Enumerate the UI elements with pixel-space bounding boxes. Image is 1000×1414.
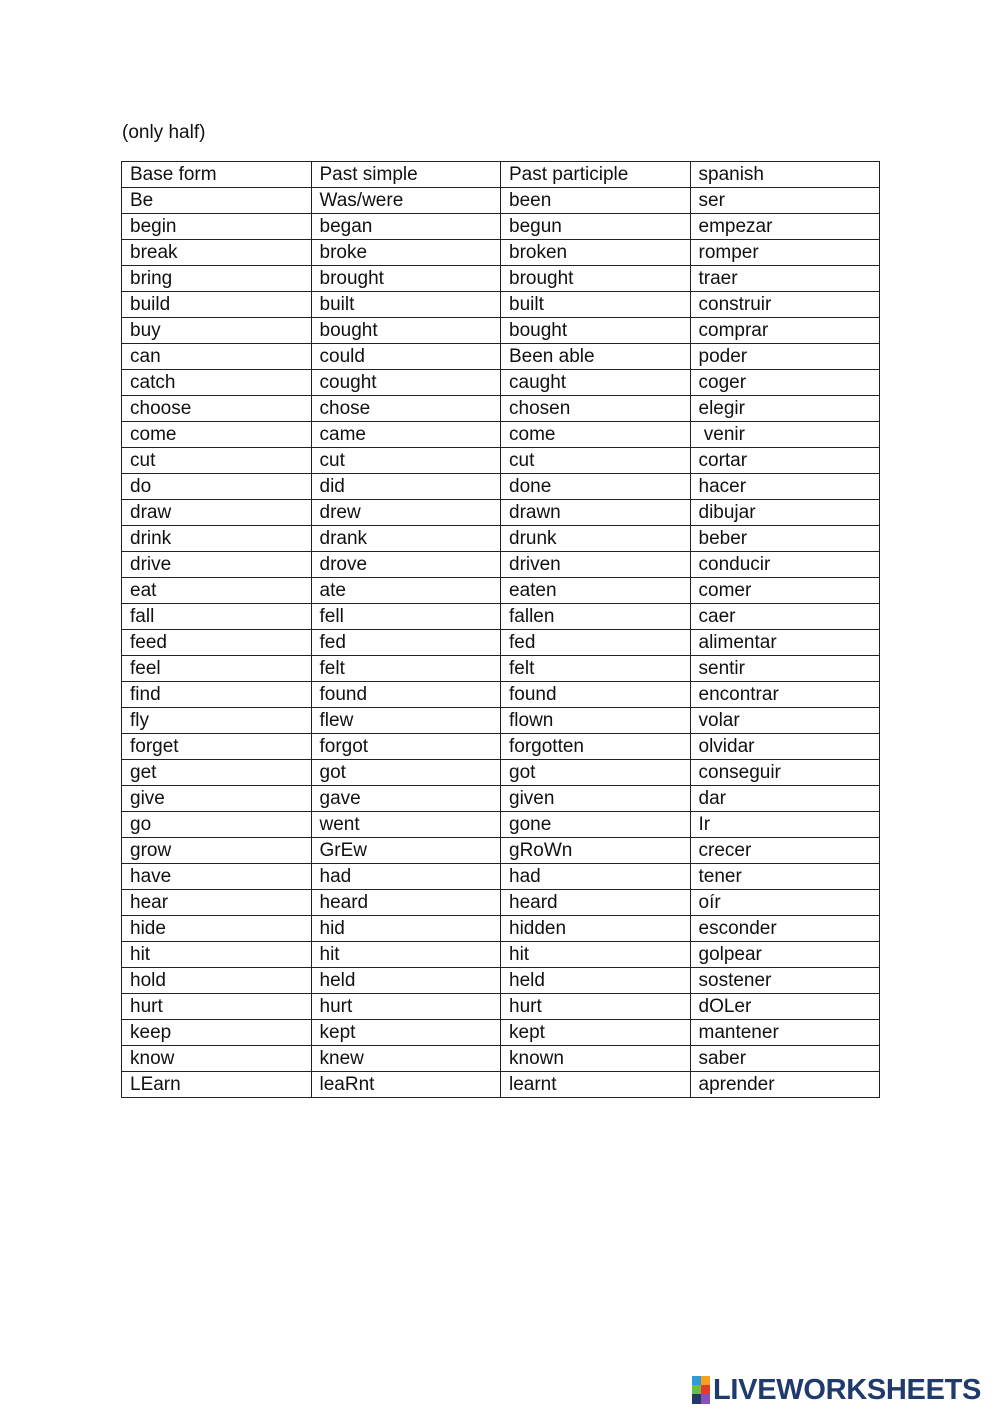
cell-spanish: comprar bbox=[690, 318, 880, 344]
cell-base-form: break bbox=[122, 240, 312, 266]
cell-past-participle: hurt bbox=[501, 994, 691, 1020]
cell-past-simple: drank bbox=[311, 526, 501, 552]
table-row bbox=[122, 266, 880, 292]
cell-past-participle: given bbox=[501, 786, 691, 812]
table-row bbox=[122, 864, 880, 890]
logo-mark-block bbox=[701, 1385, 710, 1394]
table-row bbox=[122, 318, 880, 344]
cell-base-form: get bbox=[122, 760, 312, 786]
logo-mark-block bbox=[692, 1376, 701, 1385]
table-row bbox=[122, 708, 880, 734]
table-row bbox=[122, 1020, 880, 1046]
cell-past-participle: been bbox=[501, 188, 691, 214]
table-row bbox=[122, 994, 880, 1020]
cell-past-simple: held bbox=[311, 968, 501, 994]
cell-base-form: begin bbox=[122, 214, 312, 240]
cell-past-participle: done bbox=[501, 474, 691, 500]
cell-past-simple: came bbox=[311, 422, 501, 448]
header-cell-past-simple: Past simple bbox=[311, 162, 501, 188]
table-row bbox=[122, 812, 880, 838]
cell-spanish: traer bbox=[690, 266, 880, 292]
cell-past-participle: kept bbox=[501, 1020, 691, 1046]
cell-past-simple: gave bbox=[311, 786, 501, 812]
table-row bbox=[122, 552, 880, 578]
cell-past-participle: drunk bbox=[501, 526, 691, 552]
cell-base-form: drive bbox=[122, 552, 312, 578]
cell-past-simple: hit bbox=[311, 942, 501, 968]
cell-base-form: come bbox=[122, 422, 312, 448]
cell-past-simple: kept bbox=[311, 1020, 501, 1046]
table-row bbox=[122, 188, 880, 214]
cell-spanish: tener bbox=[690, 864, 880, 890]
cell-base-form: bring bbox=[122, 266, 312, 292]
cell-spanish: poder bbox=[690, 344, 880, 370]
cell-spanish: coger bbox=[690, 370, 880, 396]
table-row bbox=[122, 942, 880, 968]
cell-base-form: cut bbox=[122, 448, 312, 474]
cell-past-participle: fed bbox=[501, 630, 691, 656]
table-row bbox=[122, 240, 880, 266]
cell-past-participle: chosen bbox=[501, 396, 691, 422]
cell-past-participle: flown bbox=[501, 708, 691, 734]
cell-past-participle: hidden bbox=[501, 916, 691, 942]
cell-past-participle: gone bbox=[501, 812, 691, 838]
cell-past-participle: felt bbox=[501, 656, 691, 682]
cell-past-participle: held bbox=[501, 968, 691, 994]
cell-base-form: choose bbox=[122, 396, 312, 422]
table-row bbox=[122, 370, 880, 396]
cell-past-simple: could bbox=[311, 344, 501, 370]
cell-spanish: hacer bbox=[690, 474, 880, 500]
cell-base-form: draw bbox=[122, 500, 312, 526]
cell-base-form: LEarn bbox=[122, 1072, 312, 1098]
table-header-row bbox=[122, 162, 880, 188]
cell-past-participle: had bbox=[501, 864, 691, 890]
cell-past-participle: gRoWn bbox=[501, 838, 691, 864]
table-row bbox=[122, 448, 880, 474]
cell-base-form: find bbox=[122, 682, 312, 708]
table-row bbox=[122, 630, 880, 656]
cell-base-form: give bbox=[122, 786, 312, 812]
cell-spanish: volar bbox=[690, 708, 880, 734]
cell-spanish: dOLer bbox=[690, 994, 880, 1020]
cell-past-simple: leaRnt bbox=[311, 1072, 501, 1098]
table-row bbox=[122, 656, 880, 682]
cell-past-participle: eaten bbox=[501, 578, 691, 604]
table-row bbox=[122, 578, 880, 604]
cell-past-simple: ate bbox=[311, 578, 501, 604]
cell-spanish: comer bbox=[690, 578, 880, 604]
cell-base-form: hold bbox=[122, 968, 312, 994]
header-cell-base-form: Base form bbox=[122, 162, 312, 188]
table-row bbox=[122, 500, 880, 526]
liveworksheets-logo-icon bbox=[692, 1376, 710, 1404]
table-row bbox=[122, 422, 880, 448]
cell-base-form: forget bbox=[122, 734, 312, 760]
cell-base-form: buy bbox=[122, 318, 312, 344]
cell-spanish: crecer bbox=[690, 838, 880, 864]
cell-spanish: construir bbox=[690, 292, 880, 318]
cell-past-simple: fed bbox=[311, 630, 501, 656]
table-row bbox=[122, 786, 880, 812]
table-row bbox=[122, 396, 880, 422]
cell-past-simple: cought bbox=[311, 370, 501, 396]
cell-past-simple: flew bbox=[311, 708, 501, 734]
cell-past-simple: went bbox=[311, 812, 501, 838]
cell-spanish: caer bbox=[690, 604, 880, 630]
cell-base-form: have bbox=[122, 864, 312, 890]
cell-base-form: build bbox=[122, 292, 312, 318]
cell-past-participle: learnt bbox=[501, 1072, 691, 1098]
cell-spanish: Ir bbox=[690, 812, 880, 838]
cell-base-form: do bbox=[122, 474, 312, 500]
cell-base-form: hurt bbox=[122, 994, 312, 1020]
cell-past-participle: cut bbox=[501, 448, 691, 474]
header-cell-past-participle: Past participle bbox=[501, 162, 691, 188]
cell-past-simple: found bbox=[311, 682, 501, 708]
irregular-verbs-table bbox=[121, 161, 880, 1098]
cell-past-simple: fell bbox=[311, 604, 501, 630]
cell-past-simple: hurt bbox=[311, 994, 501, 1020]
cell-spanish: dar bbox=[690, 786, 880, 812]
cell-base-form: Be bbox=[122, 188, 312, 214]
cell-spanish: golpear bbox=[690, 942, 880, 968]
cell-spanish: empezar bbox=[690, 214, 880, 240]
cell-past-simple: brought bbox=[311, 266, 501, 292]
cell-base-form: eat bbox=[122, 578, 312, 604]
table-row bbox=[122, 214, 880, 240]
cell-past-participle: built bbox=[501, 292, 691, 318]
cell-spanish: dibujar bbox=[690, 500, 880, 526]
cell-spanish: conseguir bbox=[690, 760, 880, 786]
cell-past-simple: hid bbox=[311, 916, 501, 942]
table-row bbox=[122, 474, 880, 500]
table-row bbox=[122, 682, 880, 708]
cell-spanish: mantener bbox=[690, 1020, 880, 1046]
cell-past-participle: begun bbox=[501, 214, 691, 240]
cell-spanish: conducir bbox=[690, 552, 880, 578]
cell-base-form: can bbox=[122, 344, 312, 370]
cell-past-participle: got bbox=[501, 760, 691, 786]
cell-past-simple: cut bbox=[311, 448, 501, 474]
cell-past-simple: did bbox=[311, 474, 501, 500]
cell-base-form: fly bbox=[122, 708, 312, 734]
cell-base-form: drink bbox=[122, 526, 312, 552]
cell-past-simple: bought bbox=[311, 318, 501, 344]
cell-base-form: know bbox=[122, 1046, 312, 1072]
page-note: (only half) bbox=[122, 122, 206, 143]
cell-spanish: elegir bbox=[690, 396, 880, 422]
cell-past-simple: GrEw bbox=[311, 838, 501, 864]
cell-base-form: fall bbox=[122, 604, 312, 630]
cell-past-simple: heard bbox=[311, 890, 501, 916]
table-row bbox=[122, 604, 880, 630]
cell-spanish: sentir bbox=[690, 656, 880, 682]
cell-past-simple: drew bbox=[311, 500, 501, 526]
table-row bbox=[122, 916, 880, 942]
logo-mark-block bbox=[692, 1385, 701, 1394]
table-row bbox=[122, 292, 880, 318]
cell-spanish: aprender bbox=[690, 1072, 880, 1098]
cell-spanish: cortar bbox=[690, 448, 880, 474]
cell-past-simple: had bbox=[311, 864, 501, 890]
cell-past-simple: knew bbox=[311, 1046, 501, 1072]
table-row bbox=[122, 526, 880, 552]
cell-past-participle: driven bbox=[501, 552, 691, 578]
cell-past-simple: drove bbox=[311, 552, 501, 578]
cell-base-form: grow bbox=[122, 838, 312, 864]
cell-spanish: romper bbox=[690, 240, 880, 266]
cell-past-participle: come bbox=[501, 422, 691, 448]
cell-spanish: encontrar bbox=[690, 682, 880, 708]
cell-base-form: hit bbox=[122, 942, 312, 968]
cell-base-form: catch bbox=[122, 370, 312, 396]
cell-past-simple: Was/were bbox=[311, 188, 501, 214]
logo-mark-block bbox=[701, 1394, 710, 1404]
cell-past-participle: heard bbox=[501, 890, 691, 916]
cell-base-form: hide bbox=[122, 916, 312, 942]
cell-spanish: olvidar bbox=[690, 734, 880, 760]
header-cell-spanish: spanish bbox=[690, 162, 880, 188]
table-row bbox=[122, 838, 880, 864]
cell-past-simple: felt bbox=[311, 656, 501, 682]
cell-base-form: feed bbox=[122, 630, 312, 656]
liveworksheets-logo bbox=[692, 1375, 981, 1405]
cell-past-participle: brought bbox=[501, 266, 691, 292]
cell-base-form: hear bbox=[122, 890, 312, 916]
table-row bbox=[122, 890, 880, 916]
cell-past-simple: chose bbox=[311, 396, 501, 422]
cell-past-simple: broke bbox=[311, 240, 501, 266]
logo-mark-block bbox=[692, 1394, 701, 1404]
table-row bbox=[122, 344, 880, 370]
cell-past-participle: forgotten bbox=[501, 734, 691, 760]
cell-spanish: ser bbox=[690, 188, 880, 214]
cell-past-participle: hit bbox=[501, 942, 691, 968]
cell-past-participle: known bbox=[501, 1046, 691, 1072]
table-row bbox=[122, 968, 880, 994]
cell-past-simple: began bbox=[311, 214, 501, 240]
cell-past-simple: forgot bbox=[311, 734, 501, 760]
cell-past-participle: fallen bbox=[501, 604, 691, 630]
cell-past-participle: caught bbox=[501, 370, 691, 396]
cell-past-participle: drawn bbox=[501, 500, 691, 526]
cell-spanish: saber bbox=[690, 1046, 880, 1072]
cell-past-participle: Been able bbox=[501, 344, 691, 370]
cell-past-simple: got bbox=[311, 760, 501, 786]
logo-mark-block bbox=[701, 1376, 710, 1385]
cell-spanish: esconder bbox=[690, 916, 880, 942]
cell-spanish: alimentar bbox=[690, 630, 880, 656]
cell-past-participle: found bbox=[501, 682, 691, 708]
cell-spanish: beber bbox=[690, 526, 880, 552]
table-row bbox=[122, 734, 880, 760]
logo-text: LIVEWORKSHEETS bbox=[713, 1374, 982, 1406]
cell-base-form: keep bbox=[122, 1020, 312, 1046]
table-row bbox=[122, 1072, 880, 1098]
cell-past-simple: built bbox=[311, 292, 501, 318]
cell-past-participle: bought bbox=[501, 318, 691, 344]
cell-spanish: oír bbox=[690, 890, 880, 916]
table-row bbox=[122, 760, 880, 786]
cell-past-participle: broken bbox=[501, 240, 691, 266]
cell-spanish: venir bbox=[690, 422, 880, 448]
table-row bbox=[122, 1046, 880, 1072]
cell-spanish: sostener bbox=[690, 968, 880, 994]
cell-base-form: go bbox=[122, 812, 312, 838]
cell-base-form: feel bbox=[122, 656, 312, 682]
